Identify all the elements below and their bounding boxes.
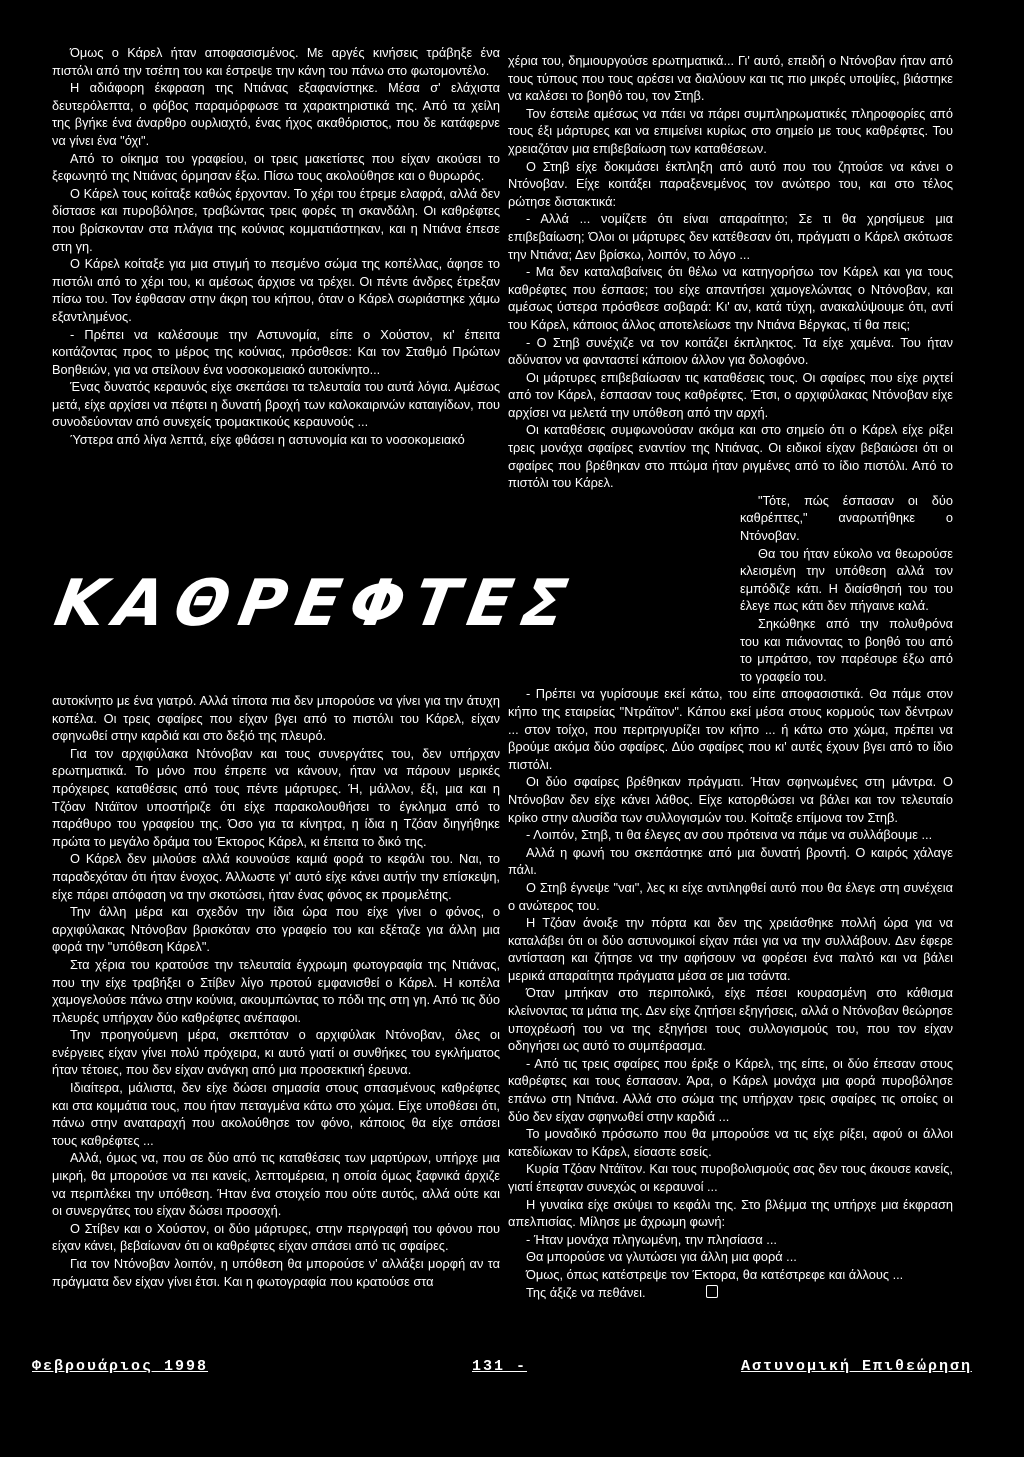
- paragraph-narrow: Θα του ήταν εύκολο να θεωρούσε κλεισμένη την υπόθεση αλλά τον εμπόδιζε κάτι. Η διαίσθησή του του έλεγε πως κάτι δεν πήγαινε καλά.: [740, 545, 953, 614]
- paragraph: - Αλλά ... νομίζετε ότι είναι απαραίτητο; Σε τι θα χρησίμευε μια επιβεβαίωση; Όλοι οι μάρτυρες δεν κατέθεσαν ότι, πράγματι ο Κάρελ σκότωσε την Ντιάνα; Δεν βρίσκω, λοιπόν, το λόγο ...: [508, 211, 953, 262]
- paragraph: - Πρέπει να καλέσουμε την Αστυνομία, είπε ο Χούστον, κι' έπειτα κοιτάζοντας προς το μέρος της κούνιας, πρόσθεσε: Και τον Σταθμό Πρώτων Βοηθειών, για να στείλουν ένα νοσοκομειακό αυτοκίνητο...: [52, 326, 500, 377]
- paragraph-narrow: "Τότε, πώς έσπασαν οι δύο καθρέπτες," αναρωτήθηκε ο Ντόνοβαν.: [740, 492, 953, 544]
- paragraph: Την άλλη μέρα και σχεδόν την ίδια ώρα που είχε γίνει ο φόνος, ο αρχιφύλακας Ντόνοβαν βρισκόταν στο γραφείο του και εξέταζε για άλλη μια φορά την "υπόθεση Κάρελ".: [52, 904, 500, 955]
- paragraph: Κυρία Τζόαν Ντάϊτον. Και τους πυροβολισμούς σας δεν τους άκουσε κανείς, γιατί έπεφταν συνεχώς οι κεραυνοί ...: [508, 1161, 953, 1194]
- left-column-bottom: [52, 692, 500, 1290]
- paragraph: Τον έστειλε αμέσως να πάει να πάρει συμπληρωματικές πληροφορίες από τους έξι μάρτυρες και να επιμείνει κυρίως στο σημείο με τους καθρέφτες. Του χρειαζόταν μια επιβεβαίωση των καταθέσεων.: [508, 105, 953, 156]
- paragraph: Όμως ο Κάρελ ήταν αποφασισμένος. Με αργές κινήσεις τράβηξε ένα πιστόλι από την τσέπη του και έστρεψε την κάνη του πάνω στο φωτομοντέλο.: [52, 45, 500, 78]
- paragraph: Ο Κάρελ κοίταξε για μια στιγμή το πεσμένο σώμα της κοπέλλας, άφησε το πιστόλι από το χέρι του, κι αμέσως άρχισε να τρέχει. Οι πέντε άνδρες έτρεξαν πίσω του. Τον έφθασαν στην άκρη του κήπου, όταν ο Κάρελ σωριάστηκε χάμω εξαντλημένος.: [52, 256, 500, 324]
- paragraph: Η αδιάφορη έκφραση της Ντιάνας εξαφανίστηκε. Μέσα σ' ελάχιστα δευτερόλεπτα, ο φόβος παραμόρφωσε τα χαρακτηριστικά της. Από τα χείλη της βγήκε ένα άναρθρο ουρλιαχτό, ένας ήχος ακαθόριστος, που δε κατάφερνε να γίνει ένα "όχι".: [52, 80, 500, 148]
- story-title: ΚΑΘΡΕΦΤΕΣ: [49, 567, 583, 641]
- paragraph: Ο Στίβεν και ο Χούστον, οι δύο μάρτυρες, στην περιγραφή του φόνου που είχαν κάνει, βεβαίωναν ότι οι καθρέφτες είχαν σπάσει από τις σφαίρες.: [52, 1220, 500, 1254]
- paragraph-last: [508, 1284, 953, 1302]
- paragraph: Οι δύο σφαίρες βρέθηκαν πράγματι. Ήταν σφηνωμένες στη μάντρα. Ο Ντόνοβαν δεν είχε κάνει λάθος. Είχε κατορθώσει να βάλει και τον τελευταίο κρίκο στην αλυσίδα των συλλογισμών του. Κοίταξε επίμονα τον Στηβ.: [508, 774, 953, 825]
- paragraph: Στα χέρια του κρατούσε την τελευταία έγχρωμη φωτογραφία της Ντιάνας, που την είχε τραβήξει ο Στίβεν λίγο προτού εμφανισθεί ο Κάρελ. Η κοπέλα χαμογελούσε πάνω στην κούνια, ακουμπώντας το πόδι της στη γη. Από τις δύο πλευρές υπήρχαν δύο καθρέφτες ανέπαφοι.: [52, 956, 500, 1025]
- issue-date: Φεβρουάριος 1998: [32, 1358, 209, 1375]
- page-number: 131 -: [472, 1358, 528, 1375]
- paragraph: Ύστερα από λίγα λεπτά, είχε φθάσει η αστυνομία και το νοσοκομειακό: [70, 432, 465, 448]
- paragraph: Η Τζόαν άνοιξε την πόρτα και δεν της χρειάσθηκε πολλή ώρα για να καταλάβει ότι οι δύο αστυνομικοί είχαν πάει για να την συλλάβουν. Δεν έφερε αντίσταση και ζήτησε να την αφήσουν να φορέσει ένα παλτό και να βάλει μερικά απαραίτητα πράγματα μέσα σε μια τσάντα.: [508, 915, 953, 983]
- paragraph: χέρια του, δημιουργούσε ερωτηματικά... Γι' αυτό, επειδή ο Ντόνοβαν ήταν από τους τύπους που τους αρέσει να διαλύουν και τις πιο μικρές υποψίες, βιάστηκε να καλέσει το βοηθό του, τον Στηβ.: [508, 53, 953, 104]
- paragraph: Το μοναδικό πρόσωπο που θα μπορούσε να τις είχε ρίξει, αφού οι άλλοι κατεδίωκαν το Κάρελ, είσαστε εσείς.: [508, 1126, 953, 1159]
- paragraph: Ο Κάρελ τους κοίταξε καθώς έρχονταν. Το χέρι του έτρεμε ελαφρά, αλλά δεν δίστασε και πυροβόλησε, τραβώντας τρεις φορές τη σκανδάλη. Οι καθρέφτες που βρίσκονταν στα πλάγια της κούνιας κομματιάστηκαν, και η Ντιάνα έπεσε στη γη.: [52, 185, 500, 254]
- right-column: [508, 52, 953, 1301]
- paragraph: αυτοκίνητο με ένα γιατρό. Αλλά τίποτα πια δεν μπορούσε να γίνει για την άτυχη κοπέλα. Οι τρεις σφαίρες που είχαν βγει από το πιστόλι του Κάρελ, είχαν σφηνωθεί στην καρδιά και στο δεξιό της πλευρό.: [52, 693, 500, 744]
- paragraph: - Ήταν μονάχα πληγωμένη, την πλησίασα ...: [526, 1231, 777, 1247]
- page-footer: [32, 1358, 972, 1382]
- paragraph: - Ο Στηβ συνέχιζε να τον κοιτάζει έκπληκτος. Τα είχε χαμένα. Του ήταν αδύνατον να φανταστεί κάποιον άλλον για δολοφόνο.: [508, 334, 953, 368]
- last-line-text: Της άξιζε να πεθάνει.: [526, 1284, 646, 1300]
- paragraph: Οι μάρτυρες επιβεβαίωσαν τις καταθέσεις τους. Οι σφαίρες που είχε ριχτεί από τον Κάρελ, έσπασαν τους καθρέφτες. Έτσι, ο αρχιφύλακας Ντόνοβαν είχε αρχίσει να μελετά την υπόθεση από την αρχή.: [508, 369, 953, 420]
- left-column-top: [52, 44, 500, 449]
- paragraph: Ο Κάρελ δεν μιλούσε αλλά κουνούσε καμιά φορά το κεφάλι του. Ναι, το παραδεχόταν ότι ήταν ένοχος. Άλλωστε γι' αυτό είχε κάνει αυτήν την επίσκεψη, είχε πάρει απόφαση να την σκοτώσει, ήταν ένας φόνος εκ προμελέτης.: [52, 851, 500, 902]
- paragraph: - Από τις τρεις σφαίρες που έριξε ο Κάρελ, της είπε, οι δύο έπεσαν στους καθρέφτες και τους έσπασαν. Άρα, ο Κάρελ μονάχα μια φορά πυροβόλησε επάνω στη Ντιάνα. Αλλά στο σώμα της υπήρχαν τρεις σφαίρες τις οποίες οι δύο δεν είχαν σφηνωθεί στην καρδιά ...: [508, 1055, 953, 1124]
- paragraph: Οι καταθέσεις συμφωνούσαν ακόμα και στο σημείο ότι ο Κάρελ είχε ρίξει τρεις μονάχα σφαίρες εναντίον της Ντιάνας. Οι ειδικοί είχαν βεβαιώσει ότι οι σφαίρες που βρέθηκαν στο πτώμα ήταν ριγμένες από το ίδιο πιστόλι. Από το πιστόλι του Κάρελ.: [508, 422, 953, 491]
- magazine-name: Αστυνομική Επιθεώρηση: [740, 1358, 972, 1375]
- paragraph: Αλλά, όμως να, που σε δύο από τις καταθέσεις των μαρτύρων, υπήρχε μια μικρή, θα μπορούσε να πει κανείς, λεπτομέρεια, η οποία όμως ξαφνικά άρχιζε να περιπλέκει την υπόθεση. Ήταν ένα στοιχείο που ούτε αυτός, αλλά ούτε και οι συνεργάτες του είχαν δώσει προσοχή.: [52, 1150, 500, 1219]
- paragraph: Την προηγούμενη μέρα, σκεπτόταν ο αρχιφύλακ Ντόνοβαν, όλες οι ενέργειες είχαν γίνει πολύ πρόχειρα, κι αυτό γιατί οι συνθήκες του εγκλήματος ήταν τέτοιες, που δεν είχαν ανάγκη από μια προσεκτική έρευνα.: [52, 1027, 500, 1078]
- paragraph: Για τον Ντόνοβαν λοιπόν, η υπόθεση θα μπορούσε ν' αλλάξει μορφή αν τα πράγματα δεν είχαν γίνει έτσι. Και η φωτογραφία που κρατούσε στα: [52, 1256, 500, 1289]
- paragraph: Θα μπορούσε να γλυτώσει για άλλη μια φορά ...: [526, 1249, 797, 1265]
- paragraph: Όταν μπήκαν στο περιπολικό, είχε πέσει κουρασμένη στο κάθισμα κλείνοντας τα μάτια της. Δεν είχε ζητήσει εξηγήσεις, αλλά ο Ντόνοβαν θεώρησε υποχρέωσή του να της εξηγήσει τους συλλογισμούς του, που τον είχαν οδηγήσει ως αυτό το συμπέρασμα.: [508, 985, 953, 1054]
- paragraph: Ιδιαίτερα, μάλιστα, δεν είχε δώσει σημασία στους σπασμένους καθρέφτες και στα κομμάτια τους, που ήταν πεταγμένα κάτω στο χώμα. Είχε υποθέσει ότι, πάνω στην αναταραχή που ακολούθησε τον φόνο, κάποιος θα είχε σπάσει τους καθρέφτες ...: [52, 1080, 500, 1148]
- paragraph: Για τον αρχιφύλακα Ντόνοβαν και τους συνεργάτες του, δεν υπήρχαν ερωτηματικά. Το μόνο που έπρεπε να κάνουν, ήταν να πάρουν μερικές πρόχειρες καταθέσεις από τους πέντε μάρτυρες. Ή, μάλλον, έξι, μια και η Τζόαν Ντάϊτον υποστήριζε ότι είχε παρακολουθήσει το έγκλημα από το παράθυρο του γραφείου της. Όσο για τα κίνητρα, η ίδια η Τζόαν διηγήθηκε πρώτα το μεγάλο δράμα του Έκτορος Κάρελ, κι έπειτα το δικό της.: [52, 745, 500, 849]
- paragraph: Αλλά η φωνή του σκεπάστηκε από μια δυνατή βροντή. Ο καιρός χάλαγε πάλι.: [508, 844, 953, 878]
- end-of-story-icon: [706, 1285, 718, 1298]
- paragraph: - Πρέπει να γυρίσουμε εκεί κάτω, του είπε αποφασιστικά. Θα πάμε στον κήπο της εταιρείας "Ντράϊτον". Κάπου εκεί μέσα στους κορμούς των δέντρων ... στον τοίχο, που περιτριγυρίζει τον κήπο ... ή κάτω στο χώμα, πρέπει να βρούμε ακόμα δύο σφαίρες. Δύο σφαίρες που κι' αυτές έχουν βγει από το ίδιο πιστόλι.: [508, 686, 953, 772]
- paragraph-narrow: Σηκώθηκε από την πολυθρόνα του και πιάνοντας το βοηθό του από το μπράτσο, τον παρέσυρε έξω από το γραφείο του.: [740, 616, 953, 684]
- paragraph: Ο Στηβ έγνεψε "ναι", λες κι είχε αντιληφθεί αυτό που θα έλεγε στη συνέχεια ο ανώτερος του.: [508, 879, 953, 913]
- paragraph: Ο Στηβ είχε δοκιμάσει έκπληξη από αυτό που του ζητούσε να κάνει ο Ντόνοβαν. Είχε κοιτάξει παραξενεμένος τον ανώτερο του, και στο τέλος ρώτησε διστακτικά:: [508, 158, 953, 209]
- paragraph: Από το οίκημα του γραφείου, οι τρεις μακετίστες που είχαν ακούσει το ξεφωνητό της Ντιάνας όρμησαν έξω. Πίσω τους ακολούθησε και ο θυρωρός.: [52, 150, 500, 184]
- paragraph: Όμως, όπως κατέστρεψε τον Έκτορα, θα κατέστρεφε και άλλους ...: [526, 1266, 904, 1282]
- paragraph: Ένας δυνατός κεραυνός είχε σκεπάσει τα τελευταία του αυτά λόγια. Αμέσως μετά, είχε αρχίσει να πέφτει η δυνατή βροχή των καλοκαιρινών καταιγίδων, που συνοδεύονταν από συνεχείς τρομακτικούς κεραυνούς ...: [52, 379, 500, 430]
- paragraph: Η γυναίκα είχε σκύψει το κεφάλι της. Στο βλέμμα της υπήρχε μια έκφραση απελπισίας. Μίλησε με άχρωμη φωνή:: [508, 1196, 953, 1230]
- paragraph: - Λοιπόν, Στηβ, τι θα έλεγες αν σου πρότεινα να πάμε να συλλάβουμε ...: [526, 827, 933, 843]
- paragraph: - Μα δεν καταλαβαίνεις ότι θέλω να κατηγορήσω τον Κάρελ και για τους καθρέφτες που έσπασε; του είχε απαντήσει χαμογελώντας ο Ντόνοβαν, και αμέσως ύστερα πρόσθεσε σοβαρά: Κι' αν, κατά τύχη, ανακαλύψουμε ότι, αντί του Κάρελ, κάποιος άλλος αποτελείωσε την Ντιάνα Βέργκας, τί θα πεις;: [508, 264, 953, 332]
